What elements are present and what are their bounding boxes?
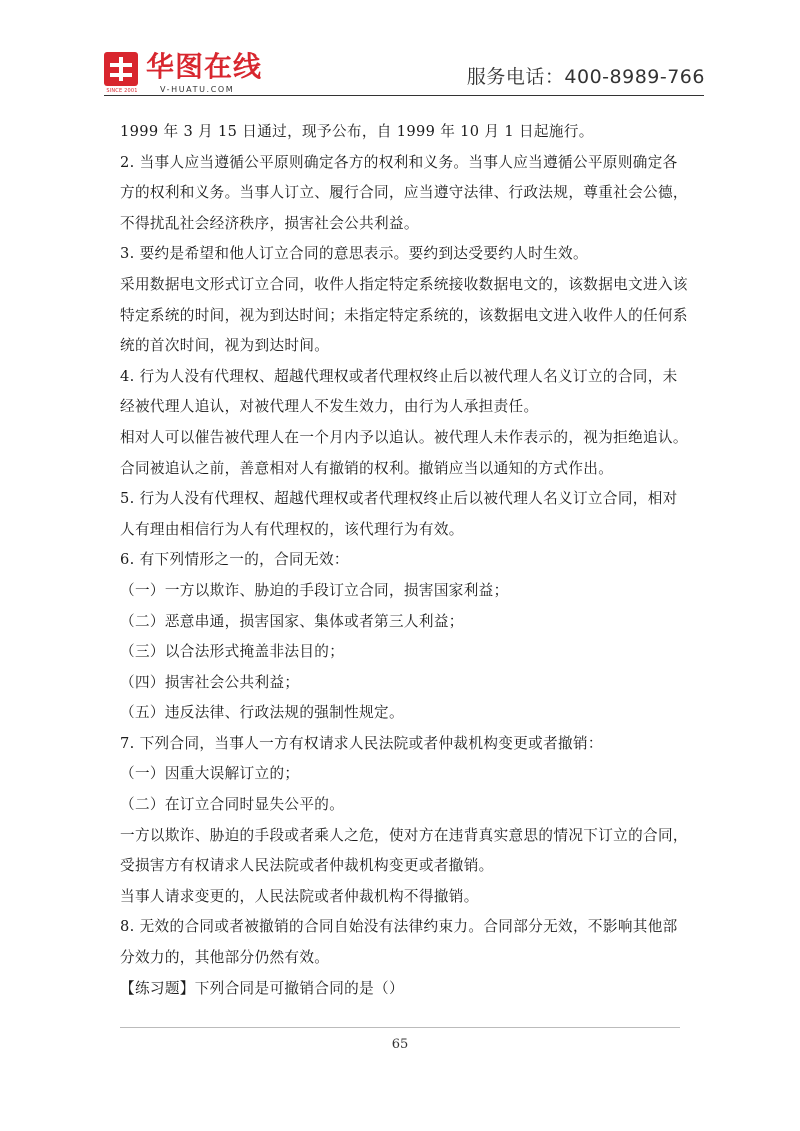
list-item: （五）违反法律、行政法规的强制性规定。: [120, 704, 404, 722]
list-item: （二）恶意串通，损害国家、集体或者第三人利益；: [120, 612, 464, 630]
paragraph: 3. 要约是希望和他人订立合同的意思表示。要约到达受要约人时生效。: [120, 245, 588, 263]
service-phone: 服务电话：400-8989-766: [466, 66, 705, 88]
paragraph: 2. 当事人应当遵循公平原则确定各方的权利和义务。当事人应当遵循公平原则确定各方的权利和义务。当事人订立、履行合同，应当遵守法律、行政法规，尊重社会公德，不得扰乱社会经济秩序，损害社会公共利益。: [120, 153, 688, 232]
paragraph: 6. 有下列情形之一的，合同无效：: [120, 551, 349, 569]
list-item: （四）损害社会公共利益；: [120, 673, 300, 691]
logo-since: SINCE 2001: [106, 88, 138, 94]
huatu-logo: [104, 50, 279, 100]
paragraph: 4. 行为人没有代理权、超越代理权或者代理权终止后以被代理人名义订立的合同，未经被代理人追认，对被代理人不发生效力，由行为人承担责任。: [120, 367, 678, 416]
footer-divider: [120, 1027, 680, 1028]
exercise-question: 【练习题】下列合同是可撤销合同的是（）: [120, 979, 404, 997]
paragraph: 1999 年 3 月 15 日通过，现予公布，自 1999 年 10 月 1 日起施行。: [120, 123, 594, 140]
logo-english-name: V-HUATU.COM: [160, 85, 235, 94]
list-item: （三）以合法形式掩盖非法目的；: [120, 643, 345, 661]
logo-chinese-name: 华图在线: [146, 50, 263, 83]
document-body: [120, 117, 688, 1004]
paragraph: 一方以欺诈、胁迫的手段或者乘人之危，使对方在违背真实意思的情况下订立的合同，受损害方有权请求人民法院或者仲裁机构变更或者撤销。: [120, 826, 688, 875]
paragraph: 当事人请求变更的，人民法院或者仲裁机构不得撤销。: [120, 887, 479, 905]
paragraph: 8. 无效的合同或者被撤销的合同自始没有法律约束力。合同部分无效，不影响其他部分效力的，其他部分仍然有效。: [120, 918, 678, 967]
list-item: （一）一方以欺诈、胁迫的手段订立合同，损害国家利益；: [120, 581, 509, 599]
list-item: （一）因重大误解订立的；: [120, 765, 300, 783]
header-divider: [104, 95, 704, 96]
huatu-logo-icon: [104, 52, 138, 86]
list-item: （二）在订立合同时显失公平的。: [120, 796, 345, 814]
page-header: [0, 0, 800, 110]
paragraph: 相对人可以催告被代理人在一个月内予以追认。被代理人未作表示的，视为拒绝追认。合同被追认之前，善意相对人有撤销的权利。撤销应当以通知的方式作出。: [120, 428, 688, 477]
paragraph: 5. 行为人没有代理权、超越代理权或者代理权终止后以被代理人名义订立合同，相对人有理由相信行为人有代理权的，该代理行为有效。: [120, 490, 678, 538]
paragraph: 采用数据电文形式订立合同，收件人指定特定系统接收数据电文的，该数据电文进入该特定系统的时间，视为到达时间；未指定特定系统的，该数据电文进入收件人的任何系统的首次时间，视为到达时间。: [120, 275, 688, 355]
paragraph: 7. 下列合同，当事人一方有权请求人民法院或者仲裁机构变更或者撤销：: [120, 734, 603, 752]
page-number: 65: [391, 1037, 409, 1052]
